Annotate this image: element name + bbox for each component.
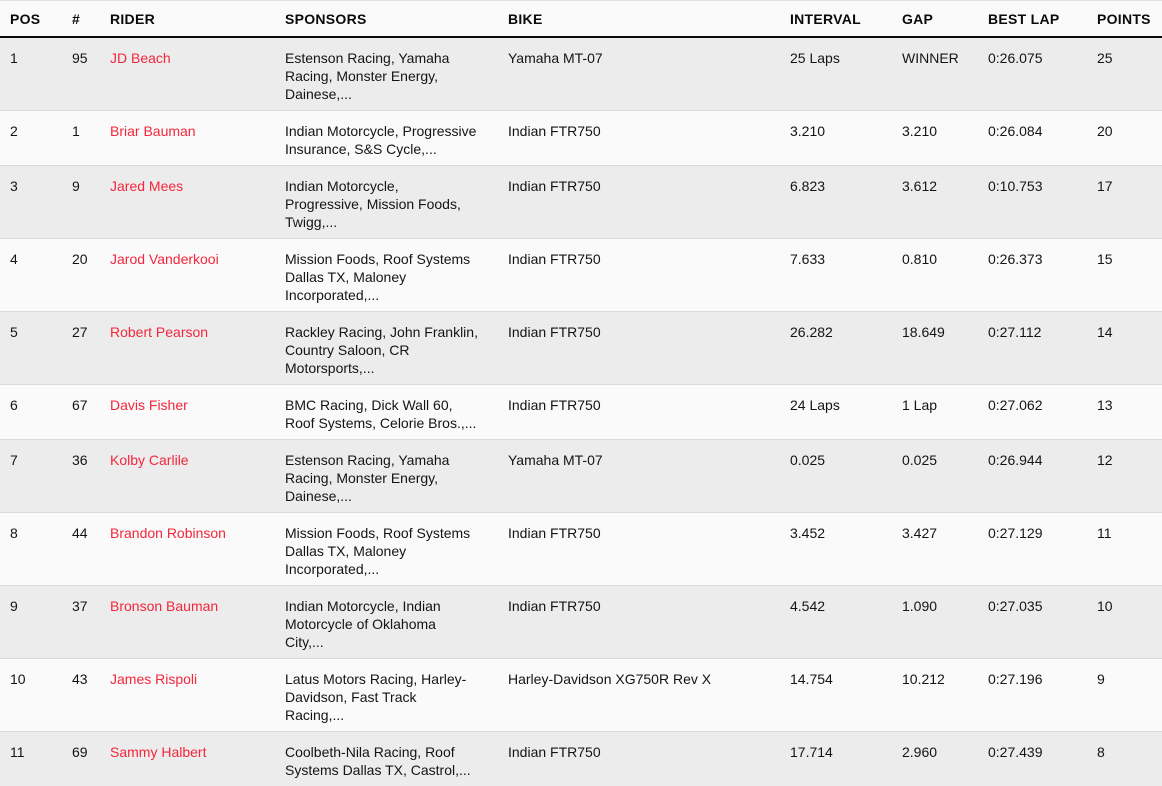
number-cell: 36 [72, 440, 110, 513]
interval-cell: 24 Laps [790, 385, 902, 440]
sponsors-cell: Indian Motorcycle, Indian Motorcycle of Oklahoma City,... [285, 586, 508, 659]
bike-cell: Yamaha MT-07 [508, 37, 790, 111]
column-header-interval: INTERVAL [790, 1, 902, 38]
best-lap-cell: 0:27.439 [988, 732, 1097, 786]
position-cell: 8 [0, 513, 72, 586]
rider-cell [110, 37, 285, 111]
interval-cell: 7.633 [790, 239, 902, 312]
position-cell: 2 [0, 111, 72, 166]
number-cell: 67 [72, 385, 110, 440]
points-cell: 13 [1097, 385, 1162, 440]
rider-link[interactable]: Davis Fisher [110, 397, 188, 413]
result-row [0, 37, 1162, 111]
result-row [0, 239, 1162, 312]
rider-cell [110, 586, 285, 659]
sponsors-cell: Estenson Racing, Yamaha Racing, Monster Energy, Dainese,... [285, 37, 508, 111]
sponsors-cell: Rackley Racing, John Franklin, Country Saloon, CR Motorsports,... [285, 312, 508, 385]
bike-cell: Harley-Davidson XG750R Rev X [508, 659, 790, 732]
number-cell: 69 [72, 732, 110, 786]
rider-cell [110, 440, 285, 513]
result-row [0, 166, 1162, 239]
bike-cell: Indian FTR750 [508, 513, 790, 586]
points-cell: 8 [1097, 732, 1162, 786]
interval-cell: 25 Laps [790, 37, 902, 111]
gap-cell: 3.427 [902, 513, 988, 586]
best-lap-cell: 0:27.129 [988, 513, 1097, 586]
points-cell: 11 [1097, 513, 1162, 586]
rider-link[interactable]: Robert Pearson [110, 324, 208, 340]
result-row [0, 732, 1162, 786]
number-cell: 44 [72, 513, 110, 586]
interval-cell: 0.025 [790, 440, 902, 513]
gap-cell: 10.212 [902, 659, 988, 732]
column-header-bike: BIKE [508, 1, 790, 38]
rider-cell [110, 659, 285, 732]
sponsors-cell: Indian Motorcycle, Progressive, Mission Foods, Twigg,... [285, 166, 508, 239]
best-lap-cell: 0:27.196 [988, 659, 1097, 732]
gap-cell: 0.025 [902, 440, 988, 513]
gap-cell: 3.612 [902, 166, 988, 239]
rider-cell [110, 732, 285, 786]
position-cell: 4 [0, 239, 72, 312]
gap-cell: 3.210 [902, 111, 988, 166]
number-cell: 37 [72, 586, 110, 659]
rider-cell [110, 111, 285, 166]
rider-cell [110, 239, 285, 312]
gap-cell: 1.090 [902, 586, 988, 659]
best-lap-cell: 0:26.075 [988, 37, 1097, 111]
result-row [0, 111, 1162, 166]
rider-link[interactable]: Brandon Robinson [110, 525, 226, 541]
gap-cell: 0.810 [902, 239, 988, 312]
rider-link[interactable]: Kolby Carlile [110, 452, 189, 468]
interval-cell: 17.714 [790, 732, 902, 786]
rider-link[interactable]: Jared Mees [110, 178, 183, 194]
rider-cell [110, 166, 285, 239]
interval-cell: 6.823 [790, 166, 902, 239]
position-cell: 10 [0, 659, 72, 732]
sponsors-cell: Indian Motorcycle, Progressive Insurance, S&S Cycle,... [285, 111, 508, 166]
position-cell: 7 [0, 440, 72, 513]
result-row [0, 513, 1162, 586]
column-header-pos: POS [0, 1, 72, 38]
points-cell: 14 [1097, 312, 1162, 385]
bike-cell: Yamaha MT-07 [508, 440, 790, 513]
column-header-best-lap: BEST LAP [988, 1, 1097, 38]
points-cell: 25 [1097, 37, 1162, 111]
bike-cell: Indian FTR750 [508, 166, 790, 239]
number-cell: 1 [72, 111, 110, 166]
rider-cell [110, 385, 285, 440]
interval-cell: 4.542 [790, 586, 902, 659]
result-row [0, 440, 1162, 513]
best-lap-cell: 0:26.373 [988, 239, 1097, 312]
rider-link[interactable]: Briar Bauman [110, 123, 196, 139]
number-cell: 43 [72, 659, 110, 732]
bike-cell: Indian FTR750 [508, 586, 790, 659]
bike-cell: Indian FTR750 [508, 732, 790, 786]
number-cell: 95 [72, 37, 110, 111]
interval-cell: 3.210 [790, 111, 902, 166]
rider-link[interactable]: Sammy Halbert [110, 744, 206, 760]
header-row [0, 1, 1162, 38]
result-row [0, 586, 1162, 659]
sponsors-cell: Coolbeth-Nila Racing, Roof Systems Dallas TX, Castrol,... [285, 732, 508, 786]
column-header-gap: GAP [902, 1, 988, 38]
gap-cell: WINNER [902, 37, 988, 111]
interval-cell: 14.754 [790, 659, 902, 732]
sponsors-cell: Mission Foods, Roof Systems Dallas TX, Maloney Incorporated,... [285, 239, 508, 312]
number-cell: 9 [72, 166, 110, 239]
result-row [0, 385, 1162, 440]
number-cell: 20 [72, 239, 110, 312]
rider-link[interactable]: JD Beach [110, 50, 171, 66]
sponsors-cell: Mission Foods, Roof Systems Dallas TX, Maloney Incorporated,... [285, 513, 508, 586]
sponsors-cell: Latus Motors Racing, Harley-Davidson, Fast Track Racing,... [285, 659, 508, 732]
points-cell: 9 [1097, 659, 1162, 732]
best-lap-cell: 0:27.062 [988, 385, 1097, 440]
points-cell: 12 [1097, 440, 1162, 513]
bike-cell: Indian FTR750 [508, 239, 790, 312]
gap-cell: 18.649 [902, 312, 988, 385]
column-header-number: # [72, 1, 110, 38]
rider-cell [110, 513, 285, 586]
points-cell: 15 [1097, 239, 1162, 312]
result-row [0, 312, 1162, 385]
interval-cell: 26.282 [790, 312, 902, 385]
bike-cell: Indian FTR750 [508, 385, 790, 440]
points-cell: 10 [1097, 586, 1162, 659]
results-table-header [0, 1, 1162, 38]
column-header-points: POINTS [1097, 1, 1162, 38]
sponsors-cell: BMC Racing, Dick Wall 60, Roof Systems, Celorie Bros.,... [285, 385, 508, 440]
result-row [0, 659, 1162, 732]
number-cell: 27 [72, 312, 110, 385]
position-cell: 6 [0, 385, 72, 440]
position-cell: 9 [0, 586, 72, 659]
position-cell: 11 [0, 732, 72, 786]
points-cell: 20 [1097, 111, 1162, 166]
rider-link[interactable]: James Rispoli [110, 671, 197, 687]
points-cell: 17 [1097, 166, 1162, 239]
bike-cell: Indian FTR750 [508, 312, 790, 385]
gap-cell: 2.960 [902, 732, 988, 786]
interval-cell: 3.452 [790, 513, 902, 586]
position-cell: 5 [0, 312, 72, 385]
bike-cell: Indian FTR750 [508, 111, 790, 166]
sponsors-cell: Estenson Racing, Yamaha Racing, Monster Energy, Dainese,... [285, 440, 508, 513]
results-table-body [0, 37, 1162, 786]
best-lap-cell: 0:27.035 [988, 586, 1097, 659]
best-lap-cell: 0:26.944 [988, 440, 1097, 513]
rider-link[interactable]: Jarod Vanderkooi [110, 251, 219, 267]
rider-cell [110, 312, 285, 385]
position-cell: 3 [0, 166, 72, 239]
position-cell: 1 [0, 37, 72, 111]
best-lap-cell: 0:26.084 [988, 111, 1097, 166]
column-header-sponsors: SPONSORS [285, 1, 508, 38]
column-header-rider: RIDER [110, 1, 285, 38]
best-lap-cell: 0:27.112 [988, 312, 1097, 385]
gap-cell: 1 Lap [902, 385, 988, 440]
rider-link[interactable]: Bronson Bauman [110, 598, 218, 614]
best-lap-cell: 0:10.753 [988, 166, 1097, 239]
